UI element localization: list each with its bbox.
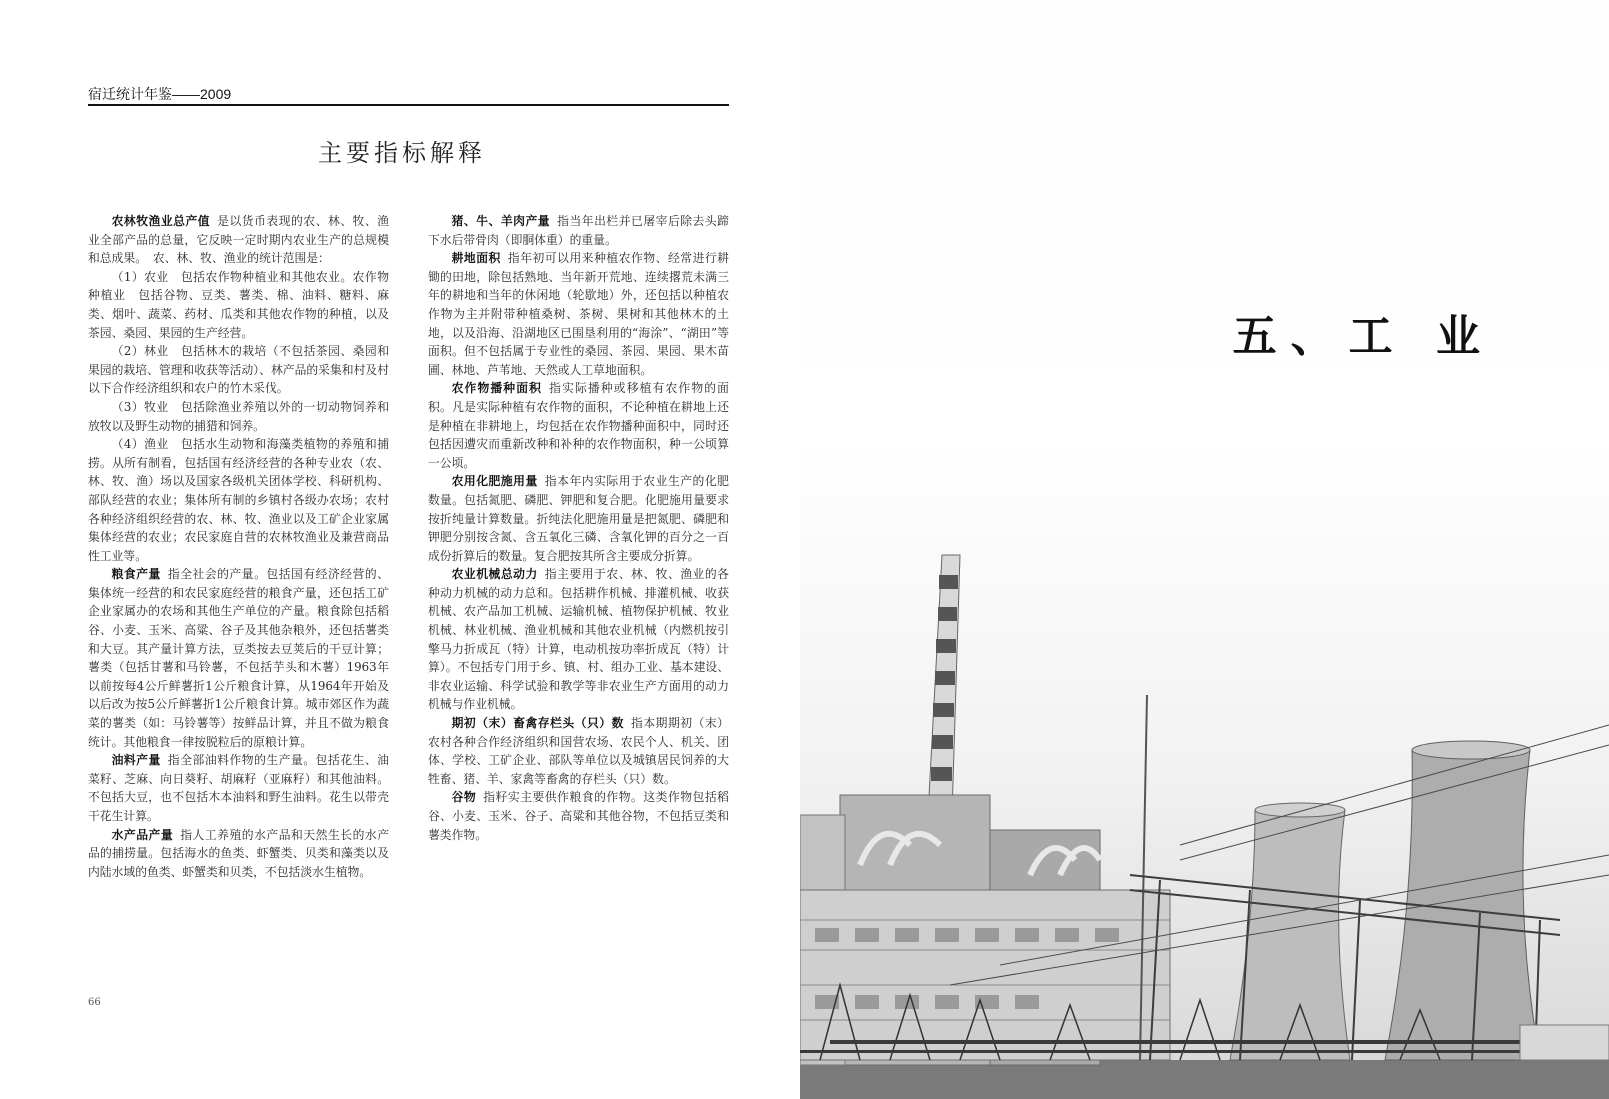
definition: 指全部油料作物的生产量。包括花生、油菜籽、芝麻、向日葵籽、胡麻籽（亚麻籽）和其他油料。不包括大豆，也不包括木本油料和野生油料。花生以带壳干花生计算。 [88, 753, 389, 823]
chapter-title: 五、工 业 [1232, 311, 1494, 362]
definition: （1）农业 包括农作物种植业和其他农业。农作物种植业 包括谷物、豆类、薯类、棉、油料、糖料、麻类、烟叶、蔬菜、药材、瓜类和其他农作物的种植，以及茶园、桑园、果园的生产经营。 [88, 269, 389, 340]
paragraph [428, 249, 729, 379]
definition: 指本期期初（末）农村各种合作经济组织和国营农场、农民个人、机关、团体、学校、工矿企业、部队等单位以及城镇居民饲养的大牲畜、猪、羊、家禽等畜禽的存栏头（只）数。 [428, 716, 729, 786]
term: 粮食产量 [111, 567, 161, 582]
definition: 指本年内实际用于农业生产的化肥数量。包括氮肥、磷肥、钾肥和复合肥。化肥施用量要求按折纯量计算数量。折纯法化肥施用量是把氮肥、磷肥和钾肥分别按含氮、含五氧化三磷、含氧化钾的百分之一百成份折算后的数量。复合肥按其所含主要成分折算。 [428, 474, 729, 563]
term: 农用化肥施用量 [451, 474, 538, 489]
definition: 指全社会的产量。包括国有经济经营的、集体统一经营的和农民家庭经营的粮食产量，还包括工矿企业家属办的农场和其他生产单位的产量。粮食除包括稻谷、小麦、玉米、高粱、谷子及其他杂粮外，还包括薯类和大豆。其产量计算方法，豆类按去豆荚后的干豆计算；薯类（包括甘薯和马铃薯，不包括芋头和木薯）1963年以前按每4公斤鲜薯折1公斤粮食计算，从1964年开始及以后改为按5公斤鲜薯折1公斤粮食计算。城市郊区作为蔬菜的薯类（如：马铃薯等）按鲜品计算，并且不做为粮食统计。其他粮食一律按脱粒后的原粮计算。 [88, 567, 389, 749]
term: 农业机械总动力 [451, 567, 538, 582]
paragraph [88, 342, 389, 398]
term: 期初（末）畜禽存栏头（只）数 [451, 716, 624, 731]
term: 农林牧渔业总产值 [111, 214, 211, 228]
definition: 指籽实主要供作粮食的作物。这类作物包括稻谷、小麦、玉米、谷子、高粱和其他谷物，不包括豆类和薯类作物。 [428, 790, 729, 842]
paragraph [88, 826, 389, 882]
header-rule [88, 104, 729, 106]
term: 水产品产量 [111, 827, 174, 842]
definition: 指年初可以用来种植农作物、经常进行耕锄的田地，除包括熟地、当年新开荒地、连续撂荒未满三年的耕地和当年的休闲地（轮歇地）外，还包括以种植农作物为主并附带种植桑树、茶树、果树和其他林木的土地，以及沿海、沿湖地区已围垦利用的“海涂”、“湖田”等面积。但不包括属于专业性的桑园、茶园、果园、果木苗圃、林地、芦苇地、天然或人工草地面积。 [428, 251, 729, 377]
paragraph [428, 472, 729, 565]
right-page [800, 0, 1609, 1099]
running-head: 宿迁统计年鉴——2009 [88, 86, 232, 102]
paragraph [88, 398, 389, 435]
paragraph [88, 212, 389, 268]
term: 油料产量 [111, 753, 161, 768]
term: 猪、牛、羊肉产量 [451, 214, 551, 228]
paragraph [88, 268, 389, 342]
paragraph [88, 565, 389, 751]
definition: 是以货币表现的农、林、牧、渔业全部产品的总量，它反映一定时期内农业生产的总规模和总成果。 农、林、牧、渔业的统计范围是： [88, 214, 389, 266]
definition: 指实际播种或移植有农作物的面积。凡是实际种植有农作物的面积，不论种植在耕地上还是种植在非耕地上，均包括在农作物播种面积中，同时还包括因遭灾而重新改种和补种的农作物面积，种一公顷算一公顷。 [428, 381, 729, 470]
paragraph [428, 212, 729, 249]
paragraph [88, 435, 389, 565]
definition: 指主要用于农、林、牧、渔业的各种动力机械的动力总和。包括耕作机械、排灌机械、收获机械、农产品加工机械、运输机械、植物保护机械、牧业机械、林业机械、渔业机械和其他农业机械（内燃机按引擎马力折成瓦（特）计算，电动机按功率折成瓦（特）计算）。不包括专门用于乡、镇、村、组办工业、基本建设、非农业运输、科学试验和教学等非农业生产方面用的动力机械与作业机械。 [428, 567, 729, 712]
paragraph [88, 751, 389, 825]
paragraph [428, 788, 729, 844]
text-column-left [88, 212, 389, 881]
paragraph [428, 714, 729, 788]
term: 农作物播种面积 [451, 381, 543, 396]
definition: （4）渔业 包括水生动物和海藻类植物的养殖和捕捞。从所有制看，包括国有经济经营的各种专业农（农、林、牧、渔）场以及国家各级机关团体学校、科研机构、部队经营的农业；集体所有制的乡镇村各级办农场；农村各种经济组织经营的农、林、牧、渔业以及工矿企业家属集体经营的农业；农民家庭自营的农林牧渔业及兼营商品性工业等。 [88, 437, 389, 563]
section-title: 主要指标解释 [318, 139, 486, 167]
term: 耕地面积 [451, 251, 501, 266]
definition: 指人工养殖的水产品和天然生长的水产品的捕捞量。包括海水的鱼类、虾蟹类、贝类和藻类以及内陆水域的鱼类、虾蟹类和贝类，不包括淡水生植物。 [88, 827, 389, 879]
paragraph [428, 379, 729, 472]
definition: 指当年出栏并已屠宰后除去头蹄下水后带骨肉（即胴体重）的重量。 [428, 214, 729, 247]
text-column-right [428, 212, 729, 844]
left-page [0, 0, 800, 1099]
definition: （3）牧业 包括除渔业养殖以外的一切动物饲养和放牧以及野生动物的捕猎和饲养。 [88, 399, 389, 433]
paragraph [428, 565, 729, 714]
term: 谷物 [451, 790, 477, 805]
power-plant-photo [800, 545, 1609, 1099]
definition: （2）林业 包括林木的栽培（不包括茶园、桑园和果园的栽培、管理和收获等活动）、林产品的采集和村及村以下合作经济组织和农户的竹木采伐。 [88, 344, 389, 396]
page-number: 66 [88, 997, 101, 1008]
